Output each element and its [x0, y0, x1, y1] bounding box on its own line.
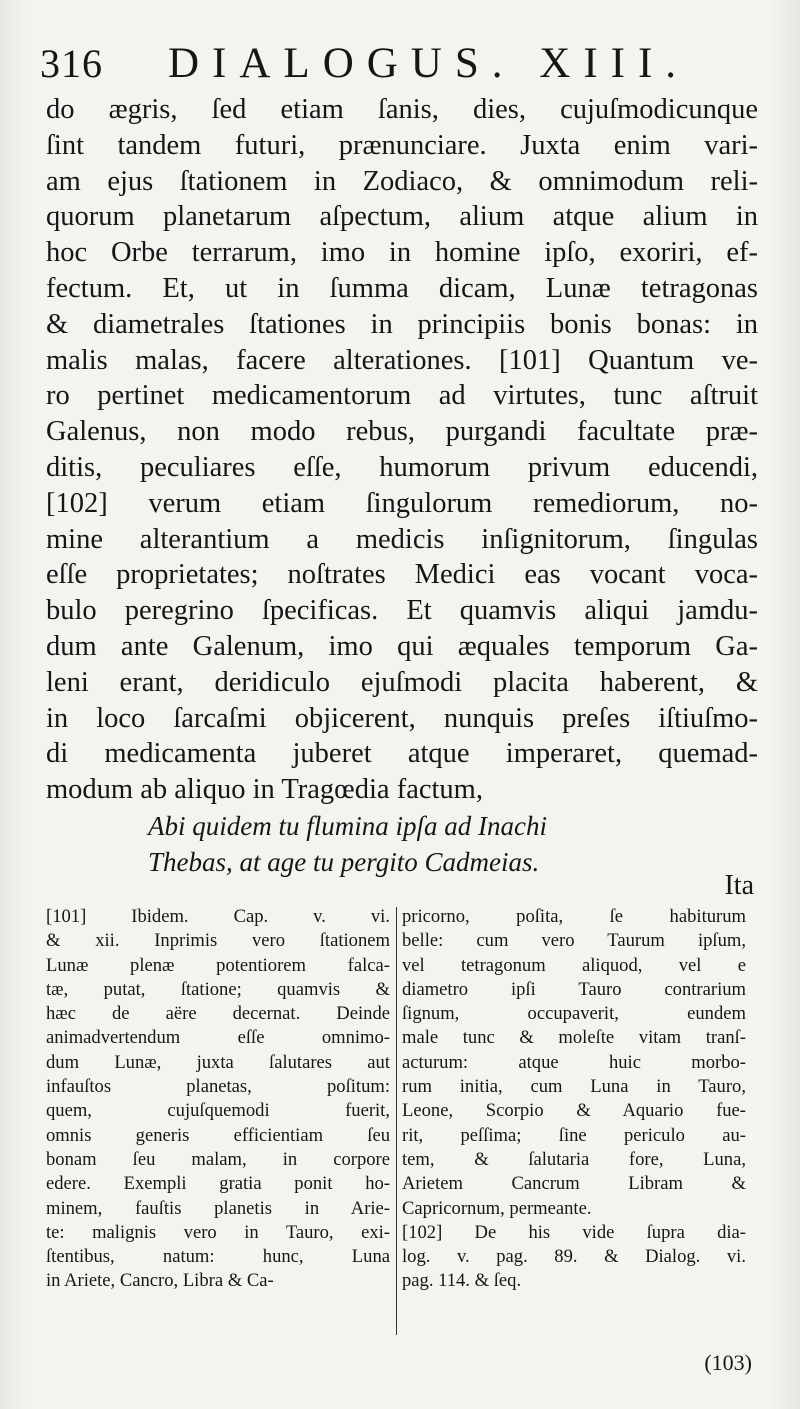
text-line: malis malas, facere alterationes. [101] Quantum ve-	[46, 344, 758, 376]
text-line: am ejus ſtationem in Zodiaco, & omnimodum reli-	[46, 165, 758, 197]
footnote-line: pag. 114. & ſeq.	[402, 1270, 522, 1292]
page-number: 316	[40, 41, 103, 86]
verse-line: Thebas, at age tu pergito Cadmeias.	[148, 847, 540, 877]
verse-line: Abi quidem tu flumina ipſa ad Inachi	[148, 811, 547, 841]
footnote-line: Lunæ plenæ potentiorem falca-	[46, 954, 390, 976]
text-line: [102] verum etiam ſingulorum remediorum, no-	[46, 487, 758, 519]
footnote-line: te: malignis vero in Tauro, exi-	[46, 1221, 390, 1243]
footnote-line: acturum: atque huic morbo-	[402, 1051, 746, 1073]
footnote-line: [102] De his vide ſupra dia-	[402, 1221, 746, 1243]
text-line: Galenus, non modo rebus, purgandi facultate præ-	[46, 416, 758, 448]
footnote-column-left	[46, 905, 390, 1294]
footnote-line: in Ariete, Cancro, Libra & Ca-	[46, 1270, 274, 1292]
text-line: bulo peregrino ſpecificas. Et quamvis aliqui jamdu-	[46, 595, 758, 627]
main-text-block	[46, 92, 758, 808]
text-line: leni erant, deridiculo ejuſmodi placita haberent, &	[46, 666, 758, 698]
text-line: mine alterantium a medicis inſignitorum, ſingulas	[46, 523, 758, 555]
text-line: ditis, peculiares eſſe, humorum privum educendi,	[46, 451, 758, 483]
catchword: Ita	[724, 870, 754, 901]
text-line: ſint tandem futuri, prænunciare. Juxta enim vari-	[46, 129, 758, 161]
footnote-line: log. v. pag. 89. & Dialog. vi.	[402, 1246, 746, 1268]
footnote-line: diametro ipſi Tauro contrarium	[402, 978, 746, 1000]
text-line: dum ante Galenum, imo qui æquales temporum Ga-	[46, 630, 758, 662]
column-divider	[396, 907, 397, 1335]
footnote-line: Arietem Cancrum Libram &	[402, 1173, 746, 1195]
footnote-line: & xii. Inprimis vero ſtationem	[46, 930, 390, 952]
footnote-line: tem, & ſalutaria fore, Luna,	[402, 1148, 746, 1170]
footnote-line: vel tetragonum aliquod, vel e	[402, 954, 746, 976]
signature-mark: (103)	[704, 1350, 752, 1375]
text-line: eſſe proprietates; noſtrates Medici eas vocant voca-	[46, 559, 758, 591]
footnote-line: bonam ſeu malam, in corpore	[46, 1148, 390, 1170]
running-title: DIALOGUS. XIII.	[168, 40, 690, 87]
footnote-line: belle: cum vero Taurum ipſum,	[402, 930, 746, 952]
text-line: quorum planetarum aſpectum, alium atque alium in	[46, 201, 758, 233]
footnote-line: hæc de aëre decernat. Deinde	[46, 1003, 390, 1025]
footnotes	[46, 905, 758, 1345]
footnote-line: omnis generis efficientiam ſeu	[46, 1124, 390, 1146]
footnote-line: minem, fauſtis planetis in Arie-	[46, 1197, 390, 1219]
text-line: hoc Orbe terrarum, imo in homine ipſo, exoriri, ef-	[46, 237, 758, 269]
footnote-line: rum initia, cum Luna in Tauro,	[402, 1076, 746, 1098]
footnote-line: animadvertendum eſſe omnimo-	[46, 1027, 390, 1049]
footnote-line: male tunc & moleſte vitam tranſ-	[402, 1027, 746, 1049]
footnote-column-right	[402, 905, 746, 1294]
text-line: di medicamenta juberet atque imperaret, quemad-	[46, 738, 758, 770]
footnote-line: infauſtos planetas, poſitum:	[46, 1076, 390, 1098]
footnote-line: Capricornum, permeante.	[402, 1197, 592, 1219]
text-line: modum ab aliquo in Tragœdia factum,	[46, 774, 483, 806]
footnote-line: dum Lunæ, juxta ſalutares aut	[46, 1051, 390, 1073]
text-line: do ægris, ſed etiam ſanis, dies, cujuſmodicunque	[46, 94, 758, 125]
text-line: fectum. Et, ut in ſumma dicam, Lunæ tetragonas	[46, 272, 758, 304]
footnote-line: ſignum, occupaverit, eundem	[402, 1003, 746, 1025]
footnote-line: pricorno, poſita, ſe habiturum	[402, 906, 746, 927]
footnote-line: ſtentibus, natum: hunc, Luna	[46, 1246, 390, 1268]
verse-quotation	[148, 808, 748, 880]
footnote-line: Leone, Scorpio & Aquario fue-	[402, 1100, 746, 1122]
text-line: & diametrales ſtationes in principiis bonis bonas: in	[46, 308, 758, 340]
text-line: in loco ſarcaſmi objicerent, nunquis preſes iſtiuſmo-	[46, 702, 758, 734]
footnote-line: tæ, putat, ſtatione; quamvis &	[46, 978, 390, 1000]
footnote-line: edere. Exempli gratia ponit ho-	[46, 1173, 390, 1195]
page-header	[40, 38, 760, 90]
footnote-line: quem, cujuſquemodi fuerit,	[46, 1100, 390, 1122]
footnote-line: rit, peſſima; ſine periculo au-	[402, 1124, 746, 1146]
footnote-line: [101] Ibidem. Cap. v. vi.	[46, 906, 390, 927]
text-line: ro pertinet medicamentorum ad virtutes, tunc aſtruit	[46, 380, 758, 412]
